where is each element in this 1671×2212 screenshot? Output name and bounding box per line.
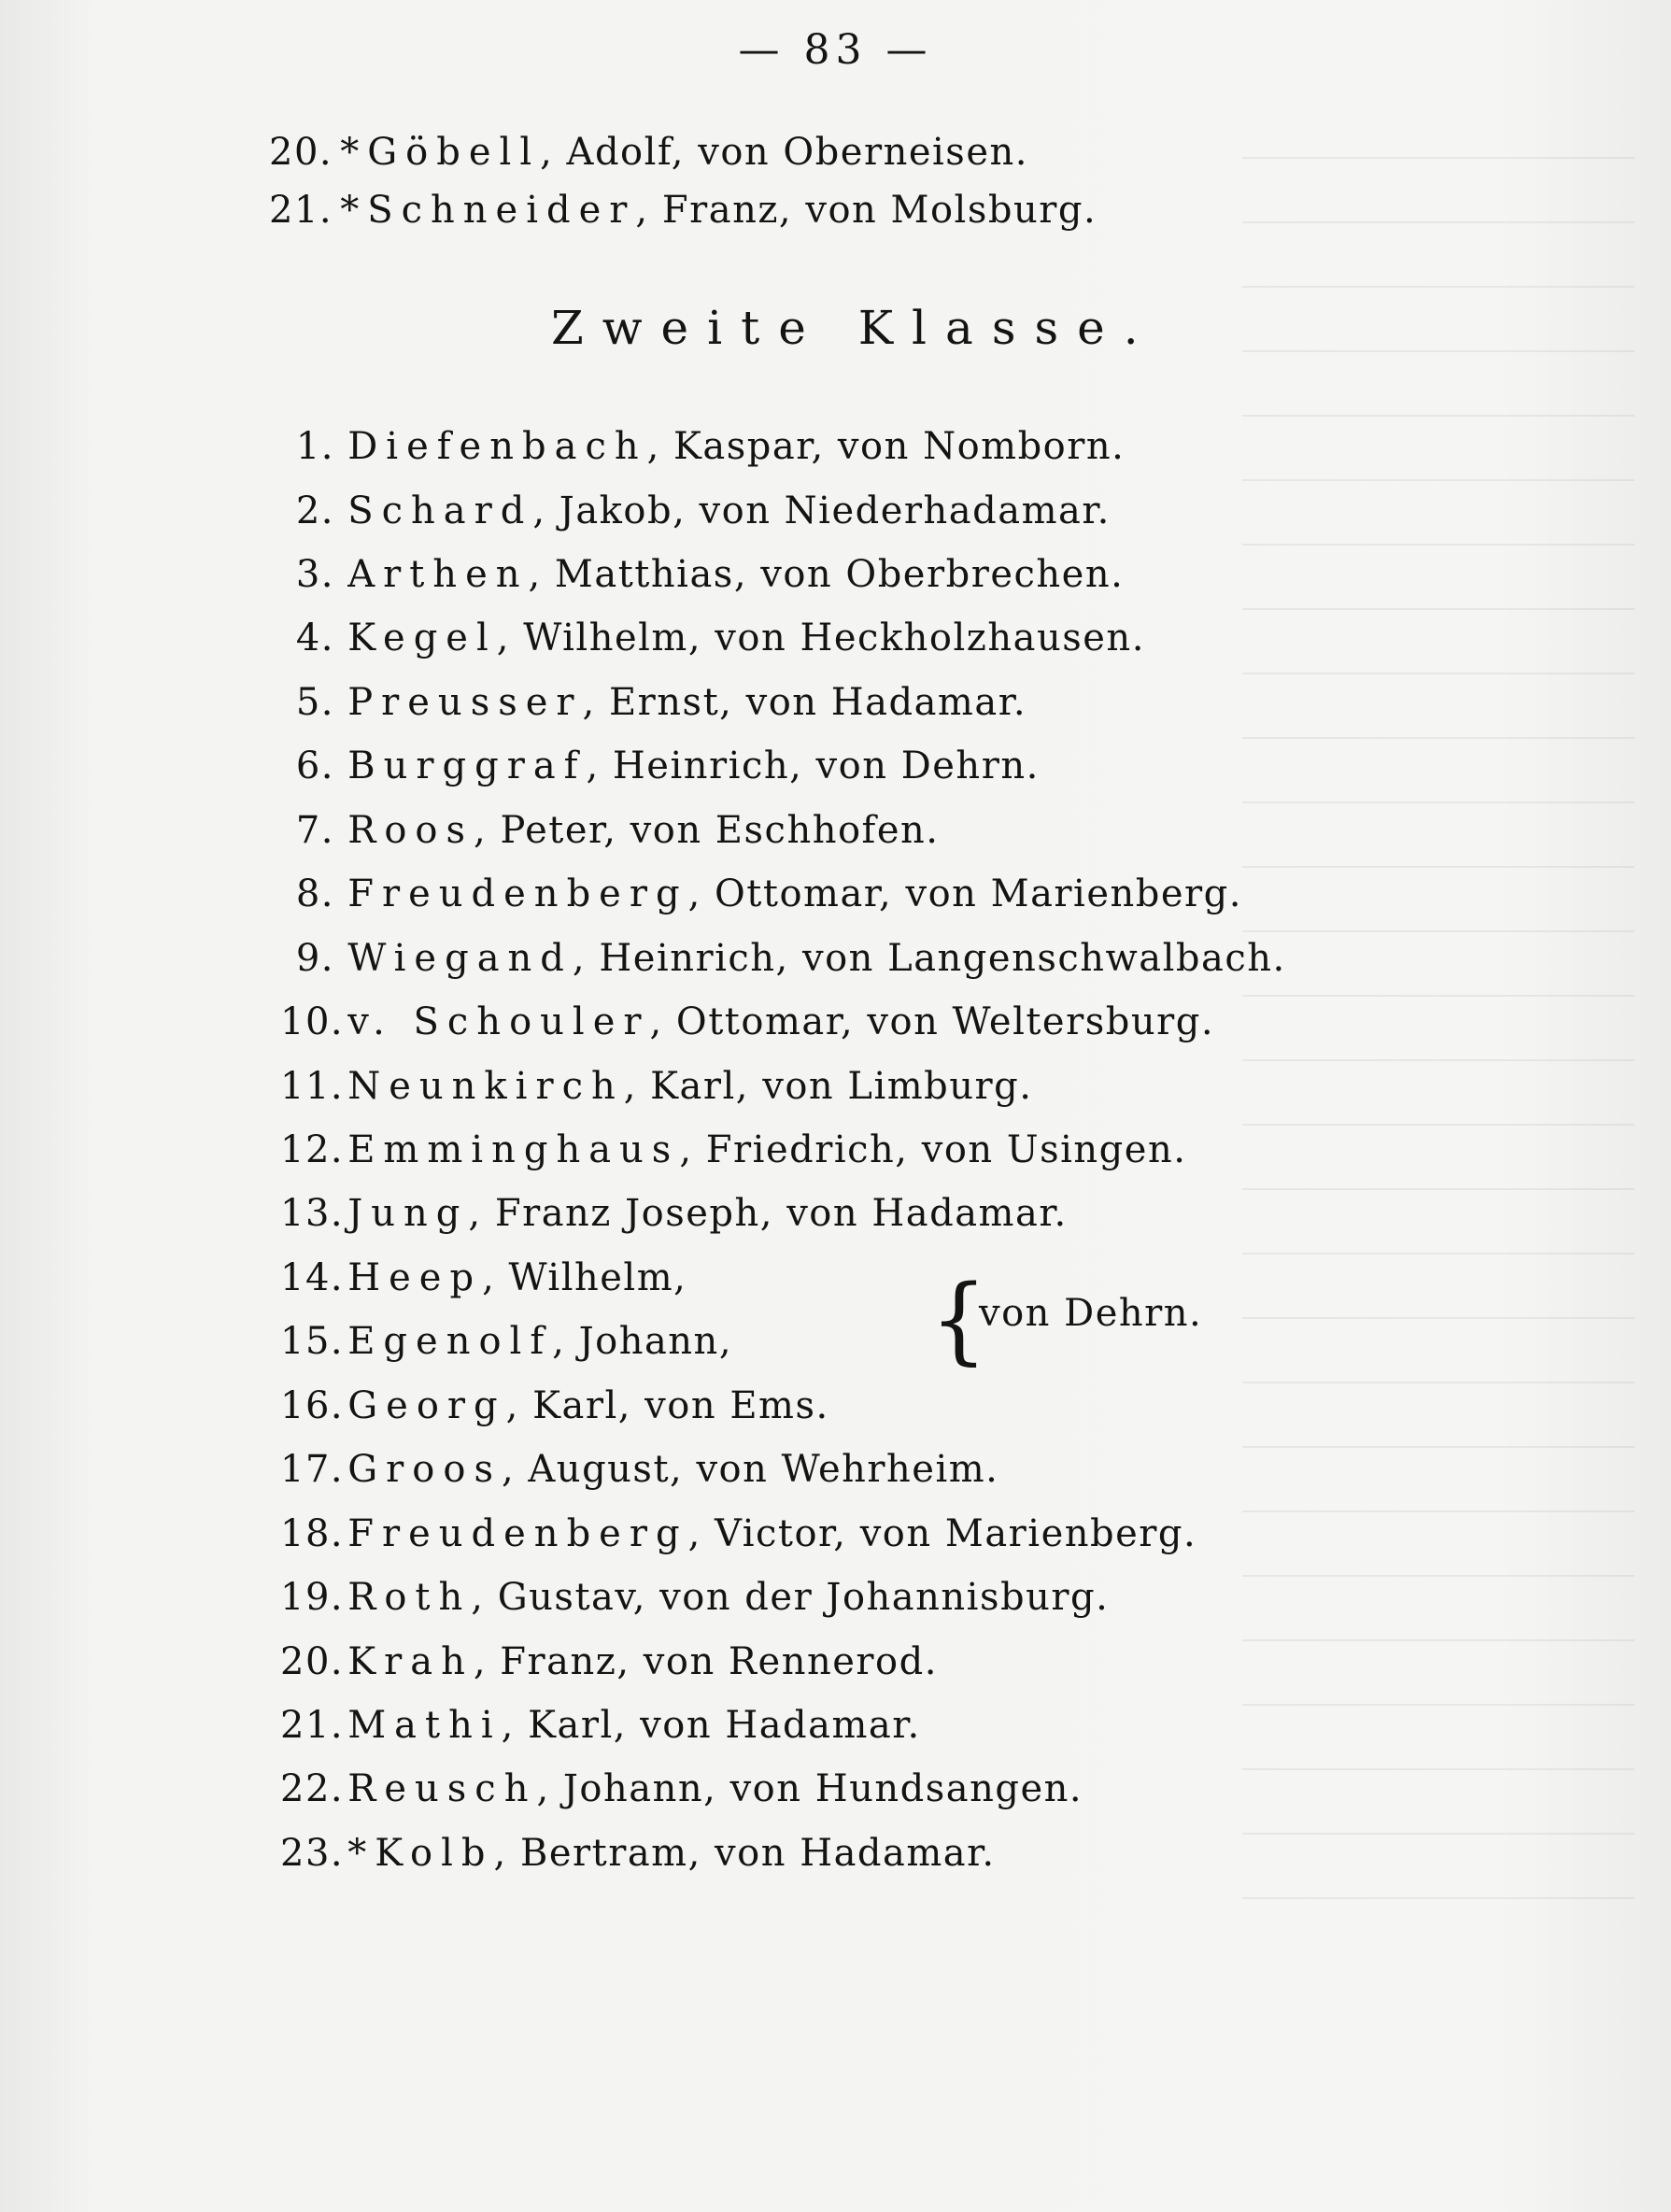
grouping-brace: { [930, 1265, 988, 1375]
list-item: 4. Kegel, Wilhelm, von Heckholzhausen. [295, 617, 1145, 659]
list-item: 16. Georg, Karl, von Ems. [280, 1384, 829, 1427]
list-item: 5. Preusser, Ernst, von Hadamar. [295, 681, 1027, 724]
section-heading: Zweite Klasse. [551, 301, 1157, 355]
list-item: 7. Roos, Peter, von Eschhofen. [295, 809, 940, 852]
list-item: 14. Heep, Wilhelm, [280, 1256, 687, 1299]
list-item: 12. Emminghaus, Friedrich, von Usingen. [280, 1128, 1187, 1171]
list-item: 13. Jung, Franz Joseph, von Hadamar. [280, 1192, 1068, 1235]
list-item: 22. Reusch, Johann, von Hundsangen. [280, 1767, 1083, 1810]
list-item: 11. Neunkirch, Karl, von Limburg. [280, 1065, 1033, 1108]
list-item: 9. Wiegand, Heinrich, von Langenschwalbach. [295, 937, 1286, 980]
list-item: 10. v. Schouler, Ottomar, von Weltersburg. [280, 1000, 1215, 1043]
list-item: 2. Schard, Jakob, von Niederhadamar. [295, 489, 1111, 532]
list-item: 23. *Kolb, Bertram, von Hadamar. [280, 1832, 996, 1875]
list-item: 8. Freudenberg, Ottomar, von Marienberg. [295, 872, 1242, 915]
list-item: 3. Arthen, Matthias, von Oberbrechen. [295, 553, 1125, 596]
list-item: 20. *Göbell, Adolf, von Oberneisen. [269, 131, 1028, 174]
list-item: 18. Freudenberg, Victor, von Marienberg. [280, 1512, 1197, 1555]
list-item: 1. Diefenbach, Kaspar, von Nomborn. [295, 425, 1126, 468]
list-item: 15. Egenolf, Johann, [280, 1320, 733, 1363]
joint-origin: von Dehrn. [979, 1292, 1203, 1335]
list-item: 6. Burggraf, Heinrich, von Dehrn. [295, 744, 1040, 787]
page-number: — 83 — [738, 26, 933, 74]
list-item: 17. Groos, August, von Wehrheim. [280, 1448, 999, 1491]
list-item: 21. *Schneider, Franz, von Molsburg. [269, 189, 1097, 232]
list-item: 21. Mathi, Karl, von Hadamar. [280, 1704, 921, 1747]
list-item: 19. Roth, Gustav, von der Johannisburg. [280, 1576, 1110, 1619]
bleed-through-text [1242, 112, 1635, 1943]
list-item: 20. Krah, Franz, von Rennerod. [280, 1640, 938, 1683]
